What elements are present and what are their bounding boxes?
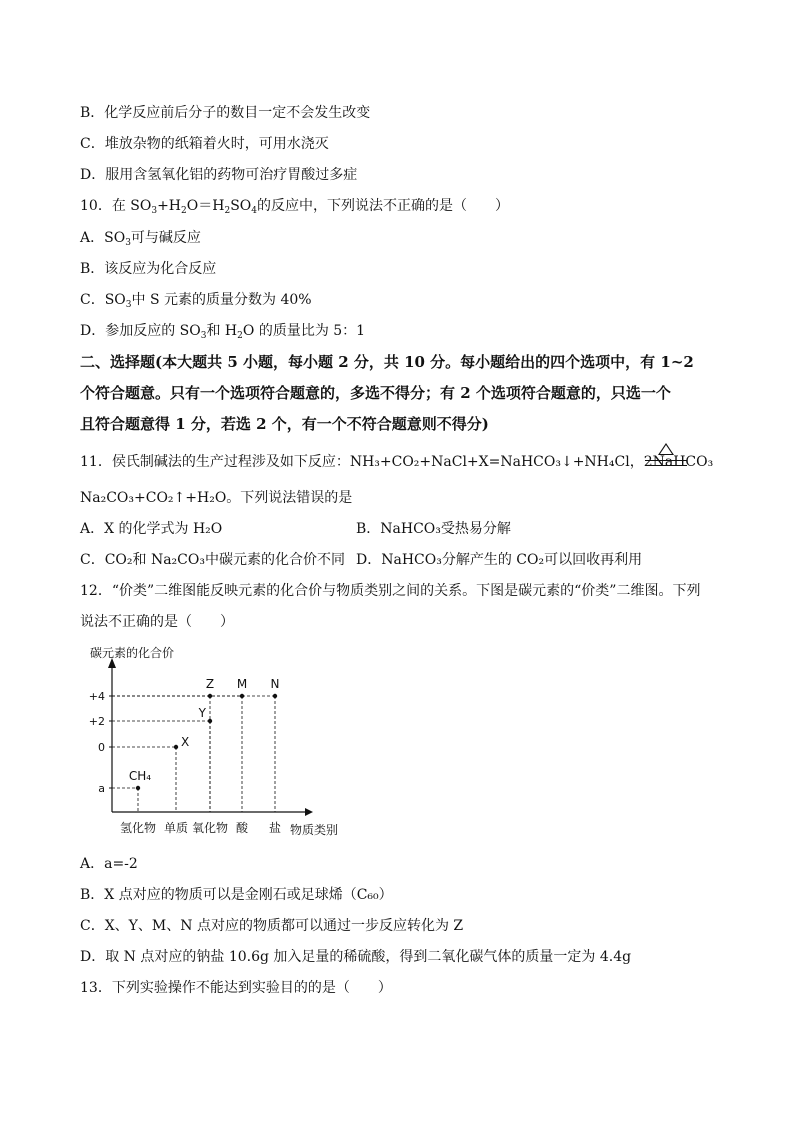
q11-stem-line-2: Na₂CO₃+CO₂↑+H₂O。下列说法错误的是 xyxy=(80,490,353,506)
q12-stem-line-2: 说法不正确的是（ ） xyxy=(80,614,234,630)
valence-category-chart xyxy=(80,640,380,846)
q11-option-d: D．NaHCO₃分解产生的 CO₂可以回收再利用 xyxy=(356,552,643,568)
q13-stem: 13．下列实验操作不能达到实验目的的是（ ） xyxy=(80,980,392,996)
q10-option-d: D．参加反应的 $SO_3$和 $H_2O$ 的质量比为 5：1 xyxy=(80,323,366,341)
q10-stem: 10．在 $SO_3+H_2O=H_2SO_4$的反应中，下列说法不正确的是（ ） xyxy=(80,198,509,216)
x-axis-label: 物质类别 xyxy=(290,823,339,837)
x-tick-label: 盐 xyxy=(268,821,282,835)
x-tick-label: 酸 xyxy=(235,821,249,835)
point-label: M xyxy=(236,677,248,691)
data-point xyxy=(273,694,277,698)
y-tick-label: a xyxy=(98,782,105,795)
point-label: CH₄ xyxy=(128,769,152,783)
data-point xyxy=(136,786,140,790)
y-tick-label: 0 xyxy=(98,741,105,754)
point-label: X xyxy=(181,735,190,749)
q9-option-c: C．堆放杂物的纸箱着火时，可用水浇灭 xyxy=(80,136,329,152)
triangle-heat-icon xyxy=(658,443,674,455)
q10-option-a: A．$SO_3$可与碱反应 xyxy=(80,230,201,248)
point-label: N xyxy=(270,677,280,691)
point-label: Y xyxy=(198,706,206,720)
q11-option-a: A．X 的化学式为 H₂O xyxy=(80,521,223,537)
q12-stem: 12．“价类”二维图能反映元素的化合价与物质类别之间的关系。下图是碳元素的“价类”二维图。下列 xyxy=(80,583,701,599)
x-tick-label: 氢化物 xyxy=(119,821,157,835)
q10-option-b: B．该反应为化合反应 xyxy=(80,261,217,277)
q9-option-d: D．服用含氢氧化铝的药物可治疗胃酸过多症 xyxy=(80,167,358,183)
y-axis-label: 碳元素的化合价 xyxy=(90,646,175,660)
q11-option-c: C．CO₂和 Na₂CO₃中碳元素的化合价不同 xyxy=(80,552,345,568)
q12-option-b: B．X 点对应的物质可以是金刚石或足球烯（C₆₀） xyxy=(80,887,393,903)
section-2-heading-line-2: 个符合题意。只有一个选项符合题意的，多选不得分；有 2 个选项符合题意的，只选一个 xyxy=(80,384,671,402)
reaction-equals-sign xyxy=(645,460,687,466)
q12-option-c: C．X、Y、M、N 点对应的物质都可以通过一步反应转化为 Z xyxy=(80,918,464,934)
section-2-heading-line-3: 且符合题意得 1 分，若选 2 个，有一个不符合题意则不得分) xyxy=(80,415,489,433)
x-axis-arrow xyxy=(305,808,313,816)
x-tick-label: 氧化物 xyxy=(191,821,229,835)
q12-option-a: A．a=-2 xyxy=(80,856,138,872)
x-tick-label: 单质 xyxy=(163,821,189,835)
q11-option-b: B．NaHCO₃受热易分解 xyxy=(356,521,511,537)
q9-option-b: B．化学反应前后分子的数目一定不会发生改变 xyxy=(80,105,371,121)
q12-option-d: D．取 N 点对应的钠盐 10.6g 加入足量的稀硫酸，得到二氧化碳气体的质量一定为 4.4g xyxy=(80,949,632,965)
point-label: Z xyxy=(205,677,215,691)
q11-stem: 11．侯氏制碱法的生产过程涉及如下反应：NH₃+CO₂+NaCl+X=NaHCO₃↓+NH₄Cl，2NaHCO₃ xyxy=(80,454,714,470)
data-point xyxy=(174,745,178,749)
y-tick-label: +4 xyxy=(88,690,105,703)
q10-option-c: C．$SO_3$中 S 元素的质量分数为 40% xyxy=(80,292,312,310)
section-2-heading: 二、选择题(本大题共 5 小题，每小题 2 分，共 10 分。每小题给出的四个选项中，有 1~2 xyxy=(80,353,694,371)
y-tick-label: +2 xyxy=(88,715,105,728)
